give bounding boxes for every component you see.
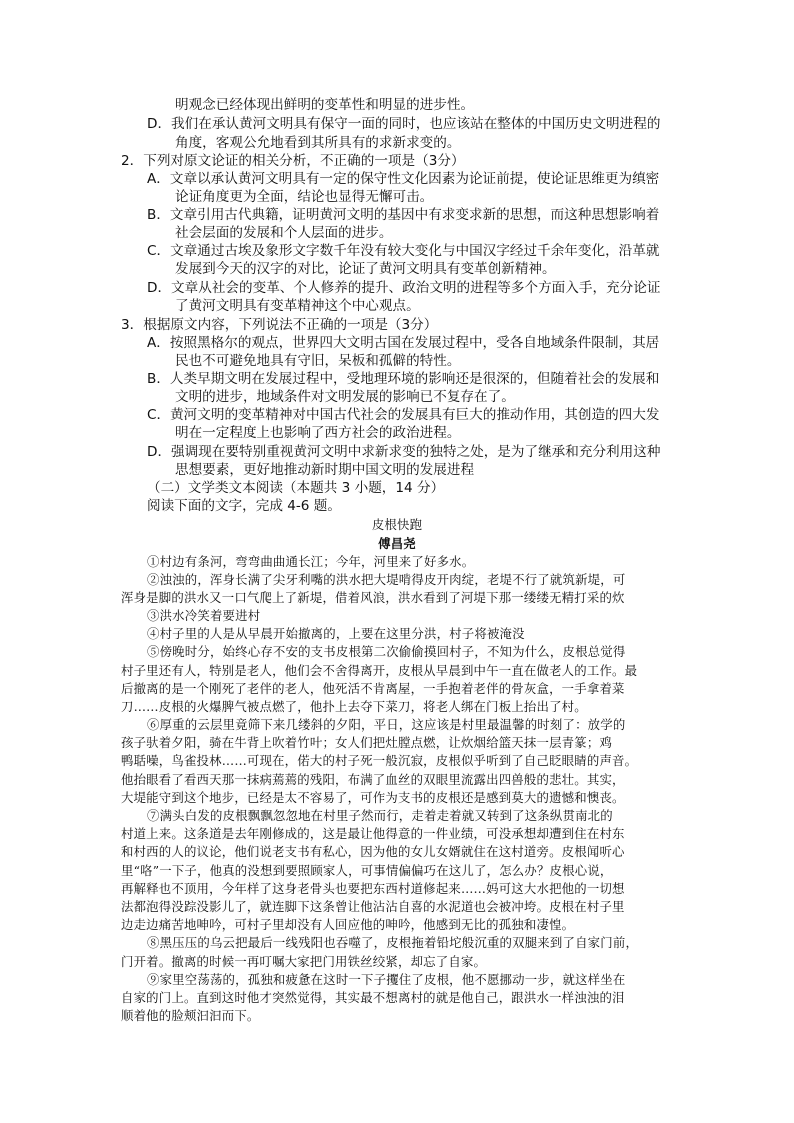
story-line: 里“咯”一下子，他真的没想到要照顾家人，可事情偏偏巧在这儿了，怎么办？皮根心说， [121, 863, 613, 878]
story-title: 皮根快跑 [371, 517, 423, 532]
q2-option-a-line-2: 论证角度更为全面，结论也显得无懈可击。 [175, 189, 434, 205]
story-line: 后撤离的是一个刚死了老伴的老人，他死活不肯离屋，一手抱着老伴的骨灰盒，一手拿着菜 [121, 681, 625, 696]
q3-option-b-line-2: 文明的进步，地域条件对文明发展的影响已不复存在了。 [175, 389, 515, 405]
story-line: ⑤傍晚时分，始终心存不安的支书皮根第二次偷偷摸回村子，不知为什么，皮根总觉得 [147, 644, 626, 659]
q1-option-d-line-2: 角度，客观公允地看到其所具有的求新求变的。 [175, 135, 461, 151]
q2-option-b-line-1: B．文章引用古代典籍，证明黄河文明的基因中有求变求新的思想，而这种思想影响着 [147, 207, 660, 223]
story-line: ⑥厚重的云层里竟筛下来几缕斜的夕阳，平日，这应该是村里最温馨的时刻了：放学的 [147, 717, 626, 732]
q3-option-c-line-1: C．黄河文明的变革精神对中国古代社会的发展具有巨大的推动作用，其创造的四大发 [147, 407, 660, 423]
q2-option-d-line-1: D．文章从社会的变革、个人修养的提升、政治文明的进程等多个方面入手，充分论证 [147, 280, 661, 296]
story-line: 门开着。撤离的时候一再叮嘱大家把门用铁丝绞紧，却忘了自家。 [121, 954, 487, 969]
story-line: 和村西的人的议论，他们说老支书有私心，因为他的女儿女婿就住在这村道旁。皮根闻听心 [121, 844, 625, 859]
story-line: 村子里还有人，特别是老人，他们会不舍得离开，皮根从早晨到中午一直在做老人的工作。最 [121, 663, 638, 678]
q1-option-d-line-1: D．我们在承认黄河文明具有保守一面的同时，也应该站在整体的中国历史文明进程的 [147, 116, 661, 132]
section-heading: （二）文学类文本阅读（本题共 3 小题，14 分） [147, 480, 445, 496]
story-line: ⑨家里空荡荡的，孤独和疲惫在这时一下子攫住了皮根，他不愿挪动一步，就这样坐在 [147, 972, 626, 987]
q2-option-c-line-2: 发展到今天的汉字的对比，论证了黄河文明具有变革创新精神。 [175, 261, 556, 277]
story-line: ③洪水冷笑着要进村 [147, 608, 261, 623]
q2-option-d-line-2: 了黄河文明具有变革精神这个中心观点。 [175, 298, 420, 314]
story-line: 村道上来。这条道是去年刚修成的，这是最让他得意的一件业绩，可没承想却遭到住在村东 [121, 826, 625, 841]
story-line: ①村边有条河，弯弯曲曲通长江；今年，河里来了好多水。 [147, 554, 475, 569]
story-line: 顺着他的脸颊汩汩而下。 [121, 1008, 260, 1023]
q3-option-b-line-1: B．人类早期文明在发展过程中，受地理环境的影响还是很深的，但随着社会的发展和 [147, 371, 660, 387]
story-line: 浑身是脚的洪水又一口气爬上了新堤，借着风浪，洪水看到了河堤下那一缕缕无精打采的炊 [121, 590, 625, 605]
story-line: ⑦满头白发的皮根飘飘忽忽地在村里子然而行，走着走着就又转到了这条纵贯南北的 [147, 808, 613, 823]
story-line: 法都泡得没踪没影儿了，就连脚下这条曾让他沾沾自喜的水泥道也会被冲垮。皮根在村子里 [121, 899, 625, 914]
story-line: ⑧黑压压的乌云把最后一线残阳也吞噬了，皮根拖着铅坨般沉重的双腿来到了自家门前， [147, 935, 639, 950]
q2-option-b-line-2: 社会层面的发展和个人层面的进步。 [175, 225, 393, 241]
q2-option-c-line-1: C．文章通过古埃及象形文字数千年没有较大变化与中国汉字经过千余年变化，沿革就 [147, 243, 660, 259]
story-line: 他抬眼看了看西天那一抹病蔫蔫的残阳，布满了血丝的双眼里流露出四兽般的悲壮。其实， [121, 772, 625, 787]
story-line: 再解释也不顶用，今年样了这身老骨头也要把东西村道修起来……妈可这大水把他的一切想 [121, 881, 625, 896]
story-line: 鸭聒噪，鸟雀投林……可现在，偌大的村子死一般沉寂，皮根似乎听到了自己眨眼睛的声音。 [121, 753, 638, 768]
story-line: 刀……皮根的火爆脾气被点燃了，他扑上去夺下菜刀，将老人绑在门板上抬出了村。 [121, 699, 587, 714]
q3-option-d-line-2: 思想要素，更好地推动新时期中国文明的发展进程 [175, 462, 475, 478]
story-line: 自家的门上。直到这时他才突然觉得，其实最不想离村的就是他自己，跟洪水一样浊浊的泪 [121, 990, 625, 1005]
q3-option-a-line-1: A．按照黑格尔的观点，世界四大文明古国在发展过程中，受各自地域条件限制，其居 [147, 335, 660, 351]
q2-option-a-line-1: A．文章以承认黄河文明具有一定的保守性文化因素为论证前提，使论证思维更为缜密 [147, 171, 660, 187]
q3-option-d-line-1: D．强调现在要特别重视黄河文明中求新求变的独特之处，是为了继承和充分利用这种 [147, 444, 661, 460]
story-line: ④村子里的人是从早晨开始撤离的，上要在这里分洪，村子将被淹没 [147, 626, 525, 641]
section-instruction: 阅读下面的文字，完成 4-6 题。 [147, 498, 341, 514]
q2-stem: 2．下列对原文论证的相关分析，不正确的一项是（3分） [121, 153, 465, 169]
q3-option-a-line-2: 民也不可避免地具有守旧，呆板和孤僻的特性。 [175, 353, 461, 369]
story-line: 大堤能守到这个地步，已经是太不容易了，可作为支书的皮根还是感到莫大的遗憾和懊丧。 [121, 790, 625, 805]
story-line: 边走边痛苦地呻吟，可村子里却没有人回应他的呻吟，他感到无比的孤独和凄惶。 [121, 917, 575, 932]
story-author: 傅昌尧 [378, 536, 416, 551]
q3-option-c-line-2: 明在一定程度上也影响了西方社会的政治进程。 [175, 425, 461, 441]
q1-tail-line-1: 明观念已经体现出鲜明的变革性和明显的进步性。 [175, 97, 475, 113]
story-line: ②浊浊的，浑身长满了尖牙利嘴的洪水把大堤啃得皮开肉绽，老堤不行了就筑新堤，可 [147, 572, 626, 587]
story-line: 孩子驮着夕阳，骑在牛背上吹着竹叶；女人们把灶膛点燃，让炊烟给篮天抹一层青篆；鸡 [121, 735, 613, 750]
q3-stem: 3．根据原文内容，下列说法不正确的一项是（3分） [121, 317, 438, 333]
